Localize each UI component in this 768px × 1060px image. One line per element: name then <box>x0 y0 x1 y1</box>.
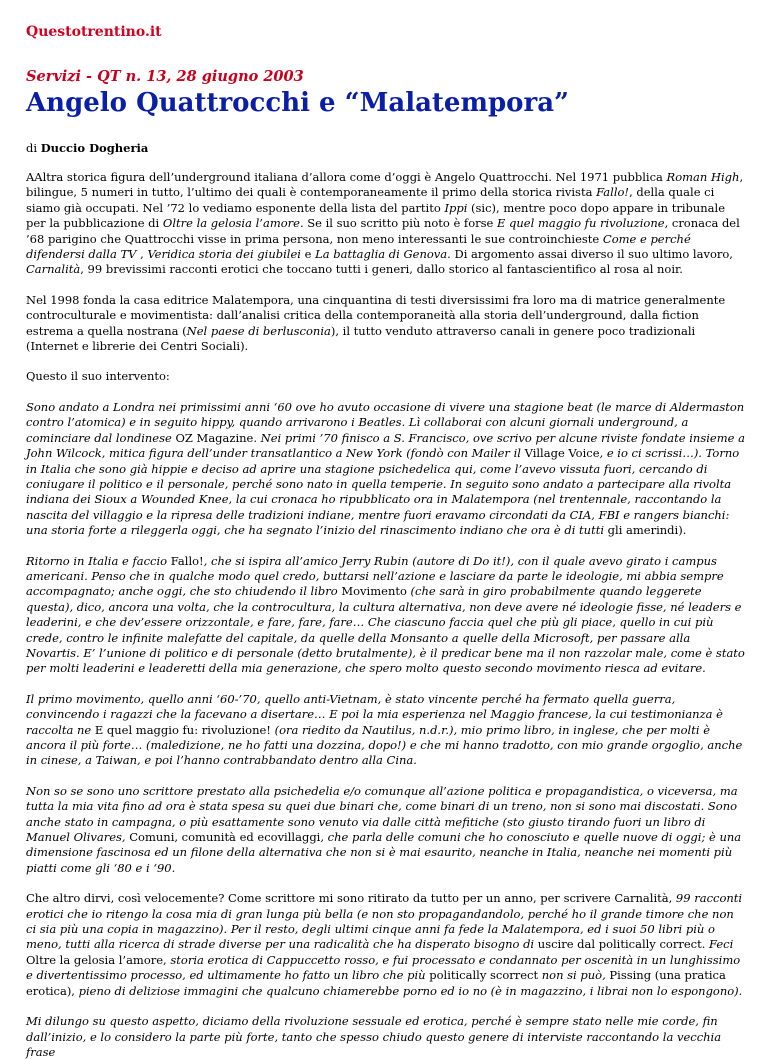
interview-paragraph <box>26 400 746 539</box>
text-run: , 99 brevissimi racconti erotici che toccano tutti i generi, dallo storico al fantascientifico al rosa al noir. <box>80 262 683 277</box>
article-paragraph <box>26 293 746 355</box>
text-run: Sono andato a Londra nei primissimi anni ‘60 ove ho avuto occasione di vivere una stagione beat (le marce di Aldermaston contro l’atomica) e in seguito hippy, quando arrivarono i Beatles. Lì collaborai con alcuni giornali underground, a cominciare dal londinese <box>26 399 745 445</box>
site-name-link[interactable]: Questotrentino.it <box>26 24 162 40</box>
text-run: , bilingue, 5 numeri in tutto, l’ultimo dei quali è contemporaneamente il primo della storica rivista <box>26 170 744 200</box>
text-run: pieno di deliziose immagini che qualcuno chiamerebbe porno ed io no (è in magazzino, i librai non lo espongono). <box>78 983 743 998</box>
text-run: 99 racconti erotici che io ritengo la cosa mia di gran lunga più bella (e non sto propagandandolo, perché ho il grande timore che non ci sia più una copia in magazzino). Per il resto, degli ultimi cinque anni fa fede la Malatempora, ed i suoi 50 libri più o meno, tutti alla ricerca di strade diverse per una radicalità che ha disperato bisogno di <box>26 891 743 952</box>
text-run: (ora riedito da Nautilus, n.d.r.), <box>270 722 461 737</box>
text-run: . Nei primi ’70 finisco a S. Francisco, ove scrivo per alcune riviste fondate insieme a John Wilcock, mitica figura dell’under transatlantico a New York (fondò con Mailer il <box>26 430 745 461</box>
text-run: Feci <box>709 937 734 952</box>
article-paragraph <box>26 369 746 384</box>
byline-author: Duccio Dogheria <box>40 141 149 155</box>
text-run: Che altro dirvi, così velocemente? Come scrittore mi sono ritirato da tutto per un anno, per scrivere Carnalità, <box>26 891 676 906</box>
text-run: Pissing (una pratica erotica), <box>26 968 726 998</box>
text-run: Non so se sono uno scrittore prestato alla psichedelia e/o comunque all’azione politica e propagandistica, o viceversa, ma tutta la mia vita fino ad ora è stata spesa su quei due binari che, come binari di un treno, non si sono mai discostati. Sono anche stato in campagna, o più esattamente sono venuto via dalle città mefitiche (sto giusto tirando fuori un libro di Manuel Olivares, <box>26 783 738 845</box>
byline <box>26 141 746 155</box>
text-run: gli amerindi). <box>607 523 687 538</box>
text-run: , che parla delle comuni che ho conosciuto e quelle nuove di oggi; è una dimensione fascinosa ed un filone della alternativa che non si è mai esaurito, neanche in Italia, neanche nei momenti più piatti come gli ‘80 e i ‘90. <box>26 830 742 875</box>
interview-paragraph <box>26 554 746 677</box>
text-run: Roman High <box>666 170 740 184</box>
text-run: mio primo libro, in inglese, che per molti è ancora il più forte… (maledizione, ne ho fatti una dozzina, dopo!) e che mi hanno tradotto, con mio grande orgoglio, anche in cinese, a Taiwan, e poi l’hanno contrabbandato dentro alla Cina. <box>26 722 743 768</box>
text-run: uscire dal politically correct. <box>537 937 710 952</box>
text-run: . Se il suo scritto più noto è forse <box>299 216 497 231</box>
text-run: La battaglia di Genova <box>315 247 448 262</box>
text-run: , della quale ci siamo già occupati. Nel ’72 lo vediamo esponente della lista del partito <box>26 185 715 215</box>
interview-paragraph <box>26 784 746 876</box>
text-run: , <box>136 247 148 262</box>
text-run: , e io ci scrissi…). Torno in Italia che sono già hippie e deciso ad aprire una stagione psichedelica qui, come l’avevo vissuta fuori, cercando di coniugare il politico e il personale, perché sono nato in quella temperie. In seguito sono andato a partecipare alla rivolta indiana dei Sioux a Wounded Knee, la cui cronaca ho ripubblicato ora in Malatempora (nel trentennale, raccontando la nascita del villaggio e la ripresa delle tradizioni indiane, mentre fuori eravamo circondati da CIA, FBI e rangers bianchi: una storia forte a rileggerla oggi, che ha segnato l’inizio del rinascimento indiano che ora è di tutti <box>26 446 740 538</box>
text-run: Movimento <box>341 584 407 599</box>
text-run: , che si ispira all’amico Jerry Rubin (autore di Do it!), con il quale avevo girato i campus americani. Penso che in qualche modo quel credo, buttarsi nell’azione e lasciare da parte le ideologie, mi abbia sempre accompagnato; anche oggi, che sto chiudendo il libro <box>26 553 724 599</box>
text-run: Nel 1998 fonda la casa editrice Malatempora, una cinquantina di testi diversissimi fra loro ma di matrice generalmente controculturale e movimentista: dall’analisi critica della contemporaneità alla storia dell’underground, dalla fiction estrema a quella nostrana ( <box>26 292 726 338</box>
text-run: E quel maggio fu rivoluzione <box>496 216 665 231</box>
text-run: Veridica storia dei giubilei <box>147 247 301 262</box>
text-run: Ippi <box>444 200 468 215</box>
text-run: Oltre la gelosia l’amore, <box>26 952 171 967</box>
text-run: e <box>300 247 316 262</box>
article-paragraph <box>26 170 746 278</box>
text-run: ), il tutto venduto attraverso canali in genere poco tradizionali (Internet e librerie dei Centri Sociali). <box>26 323 696 354</box>
text-run: Comuni, comunità ed ecovillaggi <box>129 830 321 845</box>
text-run: Ritorno in Italia e faccio <box>26 553 171 568</box>
text-run: Oltre la gelosia l’amore <box>162 216 300 231</box>
interview-paragraph <box>26 891 746 999</box>
text-run: non si può, <box>541 968 610 983</box>
text-run: , cronaca del ’68 parigino che Quattrocchi visse in prima persona, non meno interessanti le sue controinchieste <box>26 216 740 246</box>
text-run: Il primo movimento, quello anni ‘60-’70, quello anti-Vietnam, è stato vincente perché ha fermato quella guerra, convincendo i ragazzi che la facevano a disertare… E poi la mia esperienza nel Maggio francese, la cui testimonianza è raccolta ne <box>26 691 723 737</box>
text-run: (che sarà in giro probabilmente quando leggerete questa), dico, ancora una volta, che la controcultura, la cultura alternativa, non deve avere né ideologie fisse, né leaders e leaderini, e che dev’essere orizzontale, e fare, fare, fare… Che ciascuno faccia quel che più gli piace, quello in cui più crede, contro le infinite malefatte del capitale, da quelle della Monsanto a quelle della Microsoft, per passare alla Novartis. E’ l’unione di politico e di personale (detto brutalmente), è il predicar bene ma il non razzolar male, come è stato per molti leaderini e leaderetti della mia generazione, che spero molto questo secondo movimento riesca ad evitare. <box>26 584 745 676</box>
section-kicker: Servizi - QT n. 13, 28 giugno 2003 <box>26 68 304 85</box>
text-run: AAltra storica figura dell’underground italiana d’allora come d’oggi è Angelo Quattrocchi. Nel 1971 pubblica <box>26 170 667 184</box>
text-run: Come e perché difendersi dalla TV <box>26 231 691 262</box>
byline-prefix: di <box>26 141 41 155</box>
text-run: Fallo! <box>596 185 630 200</box>
text-run: Carnalità <box>26 262 81 277</box>
text-run: politically scorrect <box>429 968 542 983</box>
text-run: storia erotica di Cappuccetto rosso, e fui processato e condannato per oscenità in un lunghissimo e divertentissimo processo, ed ultimamente ho fatto un libro che più <box>26 952 741 983</box>
article-title: Angelo Quattrocchi e “Malatempora” <box>26 88 570 118</box>
text-run: Mi dilungo su questo aspetto, diciamo della rivoluzione sessuale ed erotica, perché è sempre stato nelle mie corde, fin dall’inizio, e lo considero la parte più forte, tanto che spesso chiudo questo genere di interviste raccontando la vecchia frase <box>26 1014 722 1059</box>
text-run: OZ Magazine <box>175 430 254 445</box>
text-run: E quel maggio fu: rivoluzione! <box>94 722 271 737</box>
text-run: Nel paese di berlusconia <box>186 323 331 338</box>
text-run: Fallo! <box>170 553 204 568</box>
interview-paragraph <box>26 692 746 769</box>
text-run: Questo il suo intervento: <box>26 369 170 384</box>
text-run: . Di argomento assai diverso il suo ultimo lavoro, <box>447 247 733 262</box>
interview-paragraph <box>26 1014 746 1060</box>
text-run: Village Voice <box>524 446 600 461</box>
text-run: (sic), mentre poco dopo appare in tribunale per la pubblicazione di <box>26 200 726 231</box>
